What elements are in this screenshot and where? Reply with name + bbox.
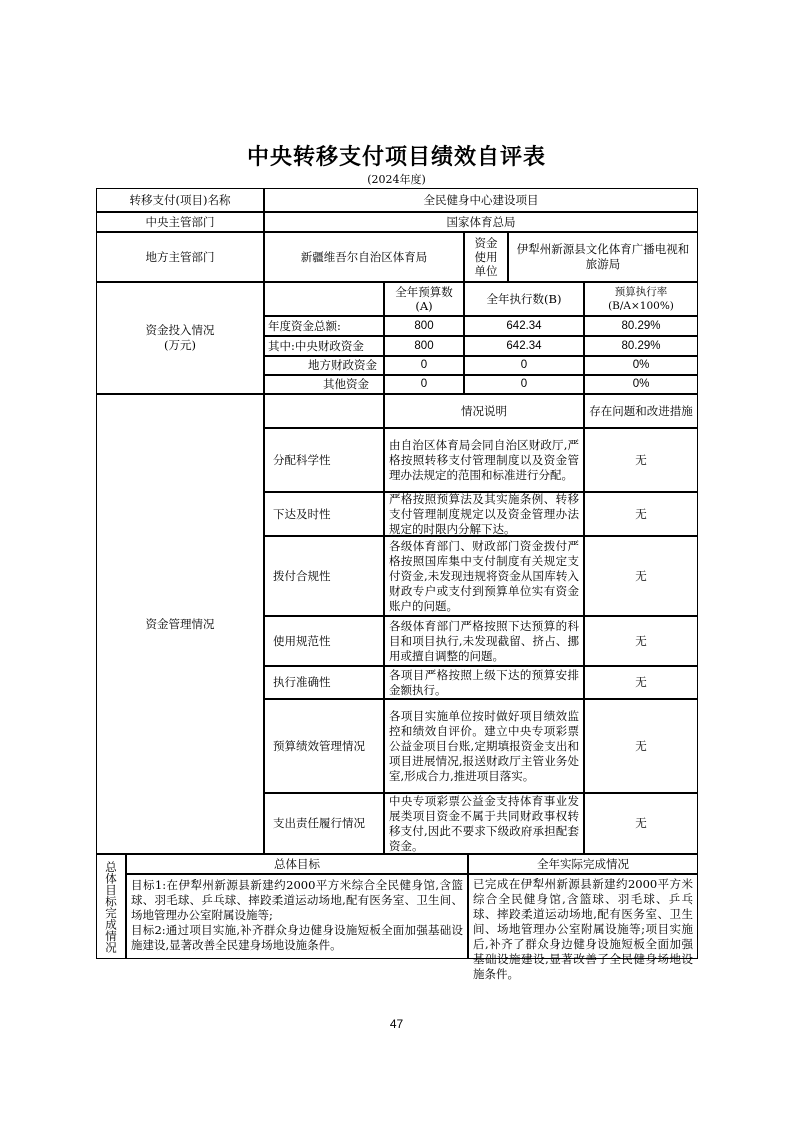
mgmt-row-issue: 无 bbox=[584, 666, 698, 699]
funds-section-label: 资金投入情况 (万元) bbox=[96, 282, 264, 394]
col-desc-header: 情况说明 bbox=[384, 394, 584, 428]
col-actual-header: 全年实际完成情况 bbox=[468, 854, 698, 874]
user-unit-label: 资金使用单位 bbox=[464, 232, 508, 282]
page-number: 47 bbox=[389, 1017, 404, 1031]
target-text: 目标1:在伊犁州新源县新建约2000平方米综合全民健身馆,含篮球、羽毛球、乒乓球、摔跤柔道运动场地,配有医务室、卫生间、场地管理办公室附属设施等; 目标2:通过项目实施,补齐群众身边健身设施短板全面加强基础设施建设,显著改善全民建身场地设施条件。 bbox=[126, 874, 468, 959]
mgmt-row-issue: 无 bbox=[584, 699, 698, 793]
local-dept-value: 新疆维吾尔自治区体育局 bbox=[264, 232, 464, 282]
mgmt-row-desc: 中央专项彩票公益金支持体育事业发展类项目资金不属于共同财政事权转移支付,因此不要求下级政府承担配套资金。 bbox=[384, 793, 584, 854]
funds-row-label: 其他资金 bbox=[264, 375, 384, 394]
mgmt-row-label: 拨付合规性 bbox=[264, 536, 384, 616]
funds-corner-blank bbox=[264, 282, 384, 316]
mgmt-row-desc: 各项目严格按照上级下达的预算安排金额执行。 bbox=[384, 666, 584, 699]
goals-section-label bbox=[96, 854, 126, 959]
central-dept-value: 国家体育总局 bbox=[264, 212, 698, 232]
project-name-label: 转移支付(项目)名称 bbox=[96, 188, 264, 212]
goals-section-label-text: 总体目标完成情况 bbox=[104, 860, 118, 953]
mgmt-row-issue: 无 bbox=[584, 428, 698, 492]
page-title: 中央转移支付项目绩效自评表 bbox=[246, 145, 546, 170]
mgmt-row-label: 使用规范性 bbox=[264, 616, 384, 666]
funds-row-exec: 642.34 bbox=[464, 316, 584, 336]
funds-row-exec: 642.34 bbox=[464, 336, 584, 356]
mgmt-row-label: 分配科学性 bbox=[264, 428, 384, 492]
mgmt-row-desc: 各项目实施单位按时做好项目绩效监控和绩效自评价。建立中央专项彩票公益金项目台账,定期填报资金支出和项目进展情况,报送财政厅主管业务处室,形成合力,推进项目落实。 bbox=[384, 699, 584, 793]
funds-row-rate: 80.29% bbox=[584, 316, 698, 336]
management-section-label: 资金管理情况 bbox=[96, 394, 264, 854]
mgmt-row-label: 执行准确性 bbox=[264, 666, 384, 699]
project-name-value: 全民健身中心建设项目 bbox=[264, 188, 698, 212]
funds-row-budget: 800 bbox=[384, 336, 464, 356]
user-unit-value: 伊犁州新源县文化体育广播电视和旅游局 bbox=[508, 232, 698, 282]
funds-row-budget: 0 bbox=[384, 375, 464, 394]
funds-row-label: 地方财政资金 bbox=[264, 356, 384, 375]
funds-row-exec: 0 bbox=[464, 356, 584, 375]
funds-row-rate: 0% bbox=[584, 375, 698, 394]
funds-row-budget: 0 bbox=[384, 356, 464, 375]
mgmt-row-label: 下达及时性 bbox=[264, 492, 384, 536]
mgmt-row-label: 预算绩效管理情况 bbox=[264, 699, 384, 793]
mgmt-row-desc: 严格按照预算法及其实施条例、转移支付管理制度规定以及资金管理办法规定的时限内分解下达。 bbox=[384, 492, 584, 536]
col-issue-header: 存在问题和改进措施 bbox=[584, 394, 698, 428]
year-subtitle: (2024年度) bbox=[367, 173, 426, 186]
mgmt-row-label: 支出责任履行情况 bbox=[264, 793, 384, 854]
col-target-header: 总体目标 bbox=[126, 854, 468, 874]
funds-row-rate: 0% bbox=[584, 356, 698, 375]
mgmt-row-issue: 无 bbox=[584, 536, 698, 616]
local-dept-label: 地方主管部门 bbox=[96, 232, 264, 282]
mgmt-row-issue: 无 bbox=[584, 616, 698, 666]
management-corner-blank bbox=[264, 394, 384, 428]
col-budget-header: 全年预算数 (A) bbox=[384, 282, 464, 316]
mgmt-row-issue: 无 bbox=[584, 492, 698, 536]
funds-row-label: 年度资金总额: bbox=[264, 316, 384, 336]
mgmt-row-desc: 由自治区体育局会同自治区财政厅,严格按照转移支付管理制度以及资金管理办法规定的范围和标准进行分配。 bbox=[384, 428, 584, 492]
evaluation-table bbox=[96, 188, 698, 981]
funds-row-rate: 80.29% bbox=[584, 336, 698, 356]
actual-text: 已完成在伊犁州新源县新建约2000平方米综合全民健身馆,含篮球、羽毛球、乒乓球、摔跤柔道运动场地,配有医务室、卫生间、场地管理办公室附属设施等;项目实施后,补齐了群众身边健身设施短板全面加强基础设施建设,显著改善了全民健身场地设施条件。 bbox=[468, 874, 698, 959]
central-dept-label: 中央主管部门 bbox=[96, 212, 264, 232]
funds-row-exec: 0 bbox=[464, 375, 584, 394]
mgmt-row-issue: 无 bbox=[584, 793, 698, 854]
col-rate-header: 预算执行率 (B/A×100%) bbox=[584, 282, 698, 316]
mgmt-row-desc: 各级体育部门严格按照下达预算的科目和项目执行,未发现截留、挤占、挪用或擅自调整的问题。 bbox=[384, 616, 584, 666]
col-exec-header: 全年执行数(B) bbox=[464, 282, 584, 316]
funds-row-budget: 800 bbox=[384, 316, 464, 336]
mgmt-row-desc: 各级体育部门、财政部门资金拨付严格按照国库集中支付制度有关规定支付资金,未发现违规将资金从国库转入财政专户或支付到预算单位实有资金账户的问题。 bbox=[384, 536, 584, 616]
funds-row-label: 其中:中央财政资金 bbox=[264, 336, 384, 356]
